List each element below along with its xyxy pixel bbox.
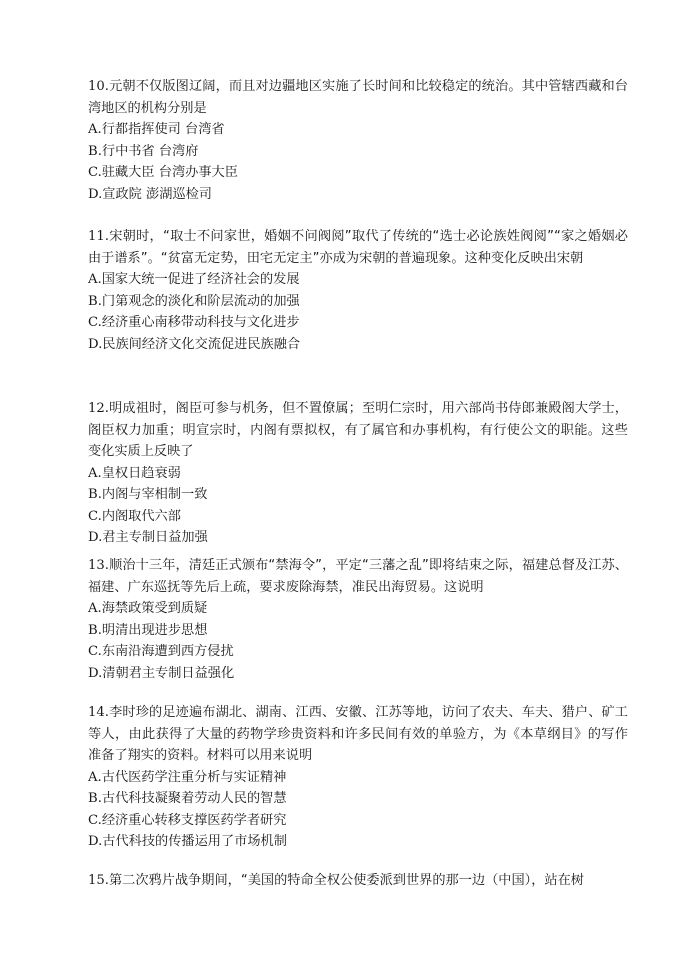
- option-text: 皇权日趋衰弱: [101, 465, 181, 481]
- option-text: 内阁与宰相制一致: [101, 487, 208, 502]
- option-tag: B.: [88, 293, 102, 309]
- option-tag: C.: [88, 508, 102, 524]
- option-list: [88, 463, 628, 549]
- option-text: 经济重心南移带动科技与文化进步: [101, 315, 300, 330]
- option-c[interactable]: [88, 641, 628, 663]
- option-text: 古代医药学注重分析与实证精神: [101, 769, 287, 785]
- option-b[interactable]: [88, 788, 628, 810]
- option-text: 清朝君主专制日益强化: [102, 665, 235, 681]
- option-a[interactable]: [88, 119, 628, 141]
- option-text: 明清出现进步思想: [101, 622, 208, 638]
- question-text: 明成祖时，阁臣可参与机务，但不置僚属；至明仁宗时，用六部尚书侍郎兼殿阁大学士，阁臣权力加重；明宣宗时，内阁有票拟权，有了属官和办事机构，有行使公文的职能。这些变化实质上反映了: [88, 401, 628, 459]
- option-text: 门第观念的淡化和阶层流动的加强: [101, 293, 300, 309]
- question-text: 顺治十三年，清廷正式颁布“禁海令”，平定“三藩之乱”即将结束之际，福建总督及江苏、福建、广东巡抚等先后上疏，要求废除海禁，准民出海贸易。这说明: [88, 558, 628, 595]
- option-b[interactable]: [88, 141, 628, 163]
- question-stem: [88, 702, 628, 767]
- question-number: 13.: [88, 558, 109, 573]
- question-text: 第二次鸦片战争期间，“美国的特命全权公使委派到世界的那一边（中国），站在树: [108, 873, 584, 888]
- option-text: 行都指挥使司 台湾省: [101, 122, 225, 137]
- option-text: 经济重心转移支撑医药学者研究: [101, 812, 287, 828]
- option-a[interactable]: [88, 463, 628, 485]
- option-text: 驻藏大臣 台湾办事大臣: [101, 165, 238, 180]
- question-stem: [88, 555, 628, 598]
- option-b[interactable]: [88, 484, 628, 506]
- option-text: 民族间经济文化交流促进民族融合: [102, 336, 301, 352]
- option-d[interactable]: [88, 334, 628, 356]
- option-tag: B.: [88, 791, 102, 806]
- question-13: [88, 555, 628, 684]
- option-list: [88, 269, 628, 355]
- option-text: 东南沿海遭到西方侵扰: [101, 644, 234, 659]
- option-list: [88, 598, 628, 684]
- option-tag: D.: [88, 186, 103, 202]
- option-tag: C.: [88, 315, 102, 330]
- option-tag: C.: [88, 644, 102, 659]
- option-text: 国家大统一促进了经济社会的发展: [101, 272, 300, 287]
- option-list: [88, 119, 628, 205]
- option-tag: A.: [88, 465, 102, 481]
- question-15: [88, 870, 628, 892]
- option-c[interactable]: [88, 506, 628, 528]
- question-number: 15.: [88, 873, 109, 888]
- option-tag: B.: [88, 622, 102, 638]
- question-number: 12.: [88, 401, 109, 416]
- option-d[interactable]: [88, 527, 628, 549]
- option-c[interactable]: [88, 312, 628, 334]
- option-tag: A.: [88, 122, 102, 137]
- option-a[interactable]: [88, 269, 628, 291]
- question-text: 宋朝时，“取士不问家世，婚姻不问阀阅”取代了传统的“选士必论族姓阀阅”“家之婚姻必由于谱系”。“贫富无定势，田宅无定主”亦成为宋朝的普遍现象。这种变化反映出宋朝: [88, 229, 628, 266]
- question-number: 10.: [88, 79, 109, 94]
- option-tag: B.: [88, 143, 102, 159]
- option-tag: D.: [88, 530, 103, 545]
- question-text: 元朝不仅版图辽阔，而且对边疆地区实施了长时间和比较稳定的统治。其中管辖西藏和台湾地区的机构分别是: [88, 79, 628, 116]
- option-tag: B.: [88, 487, 102, 502]
- option-text: 古代科技凝聚着劳动人民的智慧: [101, 791, 287, 806]
- option-text: 行中书省 台湾府: [101, 143, 199, 159]
- option-d[interactable]: [88, 184, 628, 206]
- option-text: 古代科技的传播运用了市场机制: [102, 834, 287, 849]
- question-number: 11.: [88, 229, 109, 244]
- option-text: 内阁取代六部: [101, 508, 181, 524]
- option-text: 海禁政策受到质疑: [101, 601, 208, 616]
- option-text: 宣政院 澎湖巡检司: [102, 186, 212, 202]
- question-10: [88, 76, 628, 205]
- option-a[interactable]: [88, 767, 628, 789]
- question-12: [88, 398, 628, 549]
- question-stem: [88, 870, 628, 892]
- option-list: [88, 767, 628, 853]
- question-stem: [88, 226, 628, 269]
- option-tag: D.: [88, 665, 103, 681]
- option-b[interactable]: [88, 291, 628, 313]
- question-stem: [88, 76, 628, 119]
- option-tag: D.: [88, 336, 103, 352]
- question-14: [88, 702, 628, 853]
- question-number: 14.: [88, 705, 109, 720]
- option-tag: A.: [88, 769, 102, 785]
- question-11: [88, 226, 628, 355]
- option-tag: C.: [88, 812, 102, 828]
- option-c[interactable]: [88, 162, 628, 184]
- question-stem: [88, 398, 628, 463]
- option-a[interactable]: [88, 598, 628, 620]
- option-text: 君主专制日益加强: [102, 530, 208, 545]
- option-tag: C.: [88, 165, 102, 180]
- option-c[interactable]: [88, 810, 628, 832]
- option-tag: A.: [88, 601, 102, 616]
- option-b[interactable]: [88, 620, 628, 642]
- option-tag: A.: [88, 272, 102, 287]
- option-d[interactable]: [88, 831, 628, 853]
- question-text: 李时珍的足迹遍布湖北、湖南、江西、安徽、江苏等地，访问了农夫、车夫、猎户、矿工等人，由此获得了大量的药物学珍贵资料和许多民间有效的单验方，为《本草纲目》的写作准备了翔实的资料。材料可以用来说明: [88, 705, 628, 763]
- option-tag: D.: [88, 834, 103, 849]
- option-d[interactable]: [88, 663, 628, 685]
